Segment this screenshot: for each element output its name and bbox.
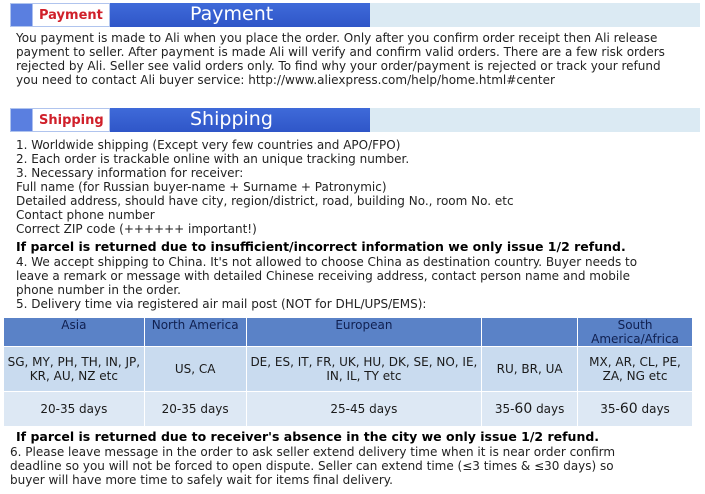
shipping-title: Shipping xyxy=(190,108,273,130)
payment-line: You payment is made to Ali when you place the order. Only after you confirm order receipt then Ali release xyxy=(16,31,658,45)
time-text: 25-45 days xyxy=(330,402,398,416)
shipping-line: 1. Worldwide shipping (Except very few countries and APO/FPO) xyxy=(16,138,401,152)
time-text: 35- xyxy=(600,402,620,416)
refund-warning-incorrect-info: If parcel is returned due to insufficient/incorrect information we only issue 1/2 refund. xyxy=(16,239,626,254)
payment-header-fill xyxy=(370,3,700,27)
shipping-text xyxy=(16,138,514,236)
time-ru-br-ua xyxy=(482,392,578,427)
payment-line: payment to seller. After payment is made Ali will verify and confirm valid orders. There are a few risk orders xyxy=(16,45,665,59)
shipping-line: Detailed address, should have city, region/district, road, building No., room No. etc xyxy=(16,194,514,208)
header-asia: Asia xyxy=(4,318,145,347)
shipping-line: 4. We accept shipping to China. It's not allowed to choose China as destination country. Buyer needs to xyxy=(16,255,638,269)
header-north-america: North America xyxy=(144,318,246,347)
countries-asia: SG, MY, PH, TH, IN, JP, KR, AU, NZ etc xyxy=(4,347,145,392)
shipping-line: buyer will have more time to safely wait for items final delivery. xyxy=(10,473,393,487)
payment-line: you need to contact Ali buyer service: http://www.aliexpress.com/help/home.html#center xyxy=(16,73,555,87)
shipping-line: deadline so you will not be forced to open dispute. Seller can extend time (≤3 times & ≤30 days) so xyxy=(10,459,614,473)
shipping-line: Full name (for Russian buyer-name + Surname + Patronymic) xyxy=(16,180,387,194)
refund-warning-receiver-absence: If parcel is returned due to receiver's absence in the city we only issue 1/2 refund. xyxy=(16,429,600,444)
shipping-line: 2. Each order is trackable online with an unique tracking number. xyxy=(16,152,410,166)
shipping-title-bar xyxy=(110,108,370,132)
payment-text xyxy=(16,31,665,87)
time-text: 20-35 days xyxy=(161,402,229,416)
table-row xyxy=(4,347,693,392)
header-south-america-africa: South America/Africa xyxy=(578,318,693,347)
shipping-tab xyxy=(10,108,110,132)
time-european xyxy=(246,392,482,427)
countries-south-america-africa: MX, AR, CL, PE, ZA, NG etc xyxy=(578,347,693,392)
payment-title: Payment xyxy=(190,3,274,25)
time-text: 35- xyxy=(494,402,515,416)
time-text: days xyxy=(637,402,670,416)
shipping-line: 6. Please leave message in the order to ask seller extend delivery time when it is near order confirm xyxy=(10,445,616,459)
time-max-number: 60 xyxy=(619,401,638,417)
countries-ru-br-ua: RU, BR, UA xyxy=(482,347,578,392)
payment-title-bar xyxy=(110,3,370,27)
shipping-line: phone number in the order. xyxy=(16,283,181,297)
shipping-header-fill xyxy=(370,108,700,132)
payment-header xyxy=(10,3,700,27)
time-text: days xyxy=(532,402,565,416)
payment-tab xyxy=(10,3,110,27)
shipping-text-2 xyxy=(16,255,637,311)
countries-north-america: US, CA xyxy=(144,347,246,392)
header-blank xyxy=(482,318,578,347)
shipping-line: Correct ZIP code (++++++ important!) xyxy=(16,222,257,236)
payment-line: rejected by Ali. Seller see valid orders only. To find why your order/payment is rejected or track your refund xyxy=(16,59,661,73)
shipping-line: 5. Delivery time via registered air mail post (NOT for DHL/UPS/EMS): xyxy=(16,297,427,311)
shipping-line: 3. Necessary information for receiver: xyxy=(16,166,244,180)
time-asia xyxy=(4,392,145,427)
shipping-line: Contact phone number xyxy=(16,208,155,222)
shipping-tab-label: Shipping xyxy=(39,113,104,128)
header-european: European xyxy=(246,318,482,347)
table-row xyxy=(4,392,693,427)
delivery-time-table xyxy=(3,317,693,427)
time-south-america-africa xyxy=(578,392,693,427)
shipping-header xyxy=(10,108,700,132)
countries-european: DE, ES, IT, FR, UK, HU, DK, SE, NO, IE, IN, IL, TY etc xyxy=(246,347,482,392)
shipping-line: leave a remark or message with detailed Chinese receiving address, contact person name and mobile xyxy=(16,269,630,283)
shipping-text-3 xyxy=(10,445,615,487)
time-max-number: 60 xyxy=(514,401,533,417)
time-text: 20-35 days xyxy=(40,402,108,416)
payment-tab-label: Payment xyxy=(39,8,103,23)
table-header-row xyxy=(4,318,693,347)
time-north-america xyxy=(144,392,246,427)
